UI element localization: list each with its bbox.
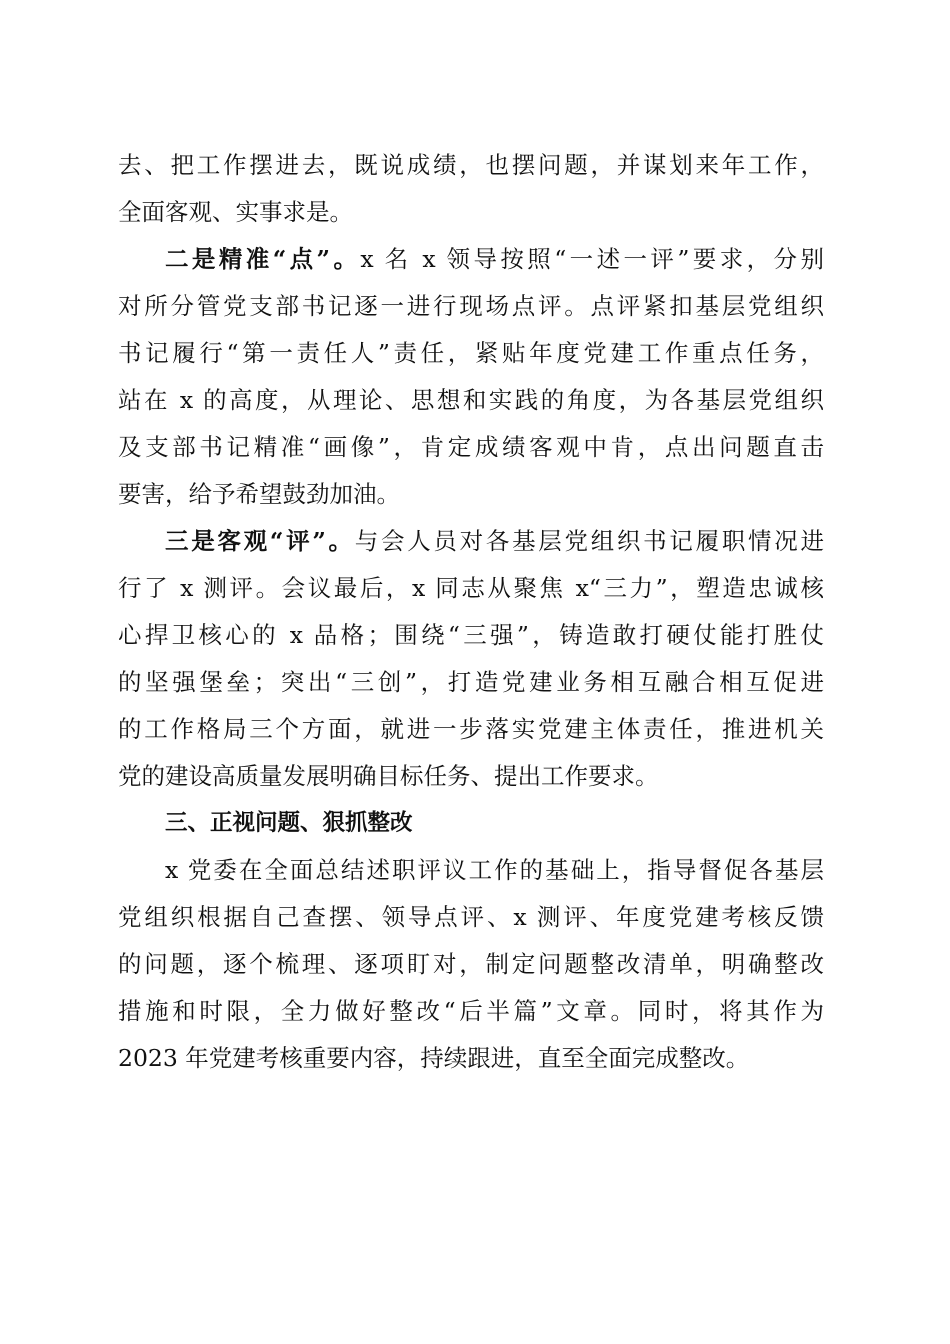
paragraph-line: 心捍卫核心的 x 品格；围绕“三强”，铸造敢打硬仗能打胜仗 [118,621,824,649]
paragraph-line: 行了 x 测评。会议最后，x 同志从聚焦 x“三力”，塑造忠诚核 [118,574,824,602]
document-body [118,142,824,1082]
paragraph-text: 与会人员对各基层党组织书记履职情况进 [354,527,824,555]
paragraph-text: x 名 x 领导按照“一述一评”要求，分别 [360,245,824,273]
paragraph-line: 要害，给予希望鼓劲加油。 [118,480,400,508]
paragraph-line: x 党委在全面总结述职评议工作的基础上，指导督促各基层 [165,856,824,884]
paragraph-line: 的问题，逐个梳理、逐项盯对，制定问题整改清单，明确整改 [118,950,824,978]
paragraph-line: 全面客观、实事求是。 [118,198,353,226]
paragraph-line: 的坚强堡垒；突出“三创”，打造党建业务相互融合相互促进 [118,668,824,696]
paragraph-line: 措施和时限，全力做好整改“后半篇”文章。同时，将其作为 [118,997,824,1025]
paragraph-line [118,518,824,565]
paragraph-lead: 二是精准“点”。 [165,245,361,273]
paragraph-line: 去、把工作摆进去，既说成绩，也摆问题，并谋划来年工作， [118,151,824,179]
paragraph-lead: 三是客观“评”。 [165,527,355,555]
paragraph-line: 书记履行“第一责任人”责任，紧贴年度党建工作重点任务， [118,339,824,367]
paragraph-line: 党组织根据自己查摆、领导点评、x 测评、年度党建考核反馈 [118,903,824,931]
section-heading: 三、正视问题、狠抓整改 [165,810,413,836]
paragraph-line: 党的建设高质量发展明确目标任务、提出工作要求。 [118,762,659,790]
paragraph-line: 及支部书记精准“画像”，肯定成绩客观中肯，点出问题直击 [118,433,824,461]
paragraph-line: 对所分管党支部书记逐一进行现场点评。点评紧扣基层党组织 [118,292,824,320]
paragraph-line: 站在 x 的高度，从理论、思想和实践的角度，为各基层党组织 [118,386,824,414]
paragraph-line [118,236,824,283]
paragraph-line: 的工作格局三个方面，就进一步落实党建主体责任，推进机关 [118,715,824,743]
paragraph-line: 2023 年党建考核重要内容，持续跟进，直至全面完成整改。 [118,1044,750,1072]
